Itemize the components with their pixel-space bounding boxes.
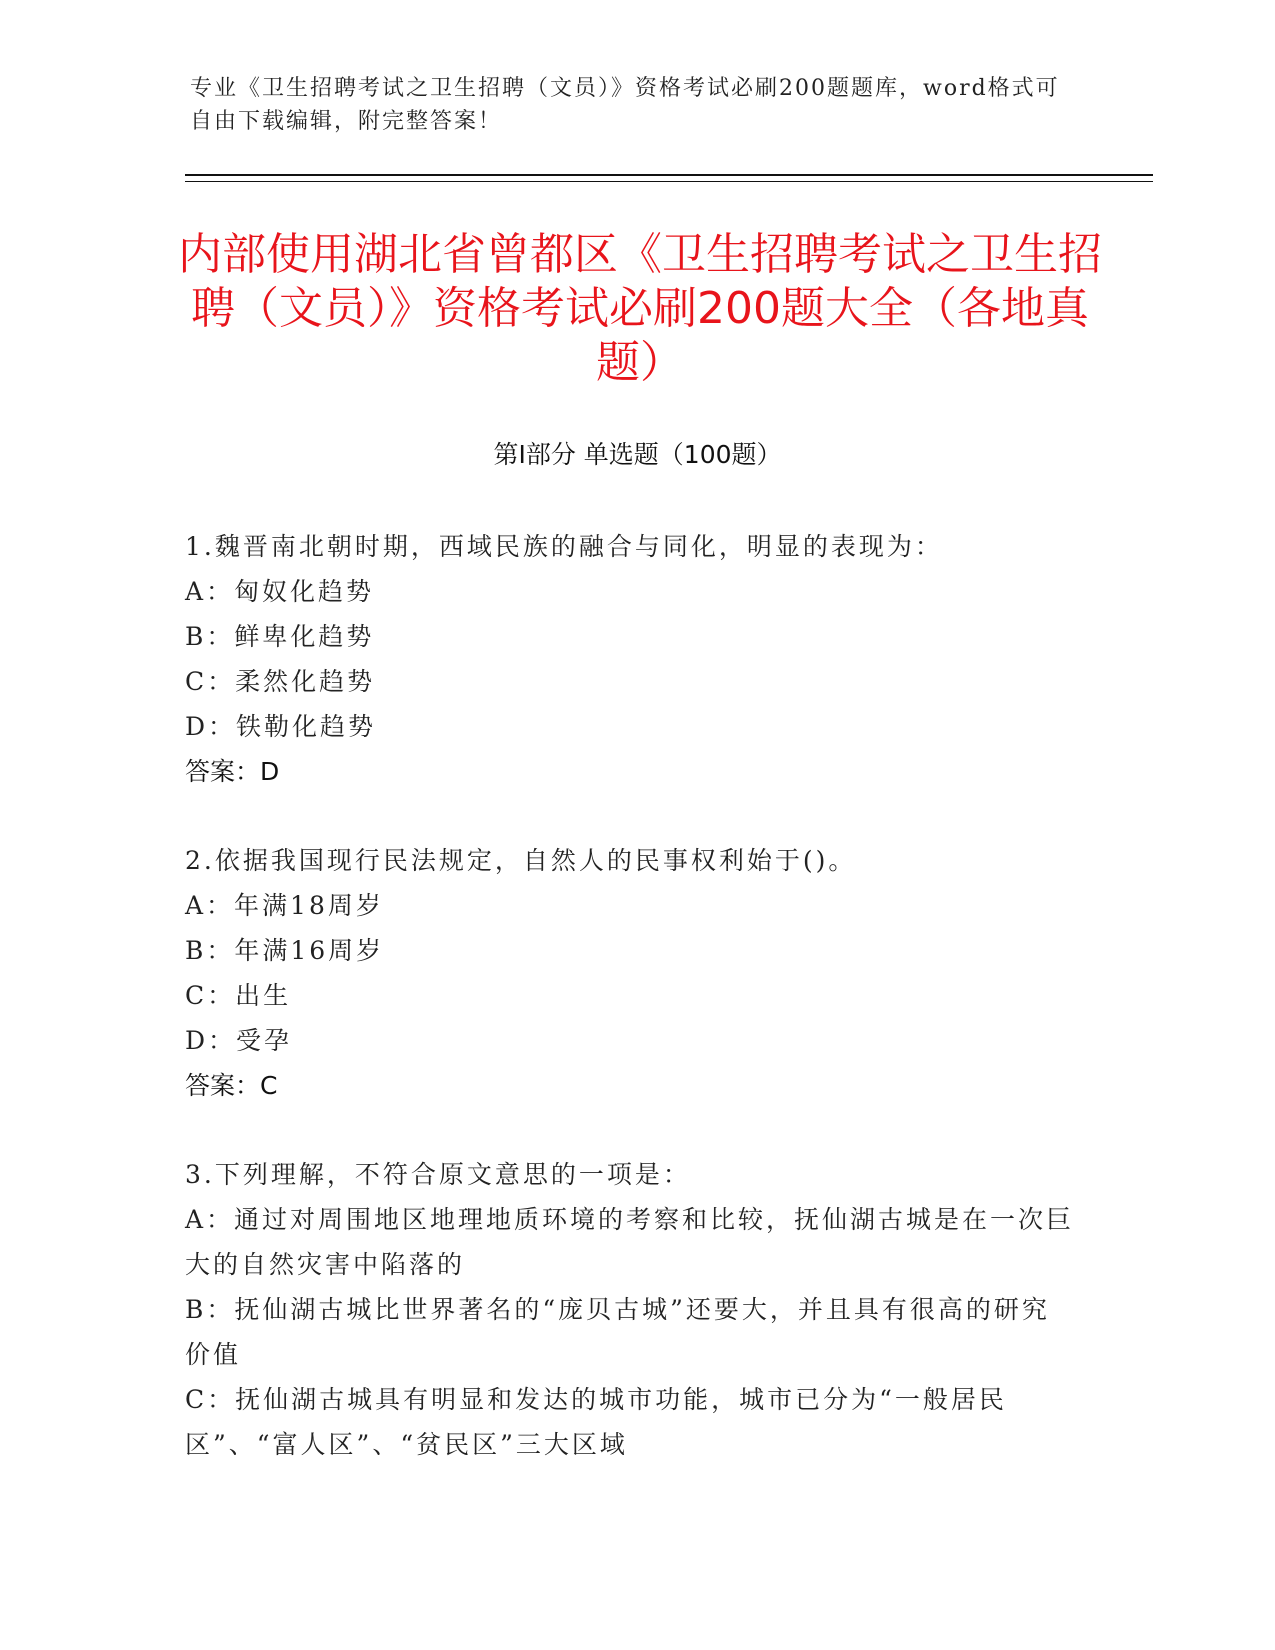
answer: 答案：C [185,1071,278,1100]
option-b: B：年满16周岁 [185,936,385,965]
option-c: C：柔然化趋势 [185,667,376,696]
question-stem: 3.下列理解，不符合原文意思的一项是： [185,1160,691,1189]
option-d: D：受孕 [185,1026,293,1055]
question-3 [185,1152,1075,1467]
option-a: A：通过对周围地区地理地质环境的考察和比较，抚仙湖古城是在一次巨大的自然灾害中陷落的 [185,1205,1075,1279]
question-2 [185,838,1075,1108]
option-c: C：出生 [185,981,292,1010]
question-stem: 1.魏晋南北朝时期，西域民族的融合与同化，明显的表现为： [185,532,943,561]
header-note: 专业《卫生招聘考试之卫生招聘（文员）》资格考试必刷200题题库，word格式可自由下载编辑，附完整答案！ [190,76,1060,134]
question-list [185,524,1075,1511]
option-a: A：年满18周岁 [185,891,384,920]
option-b: B：抚仙湖古城比世界著名的“庞贝古城”还要大，并且具有很高的研究价值 [185,1295,1050,1369]
option-c: C：抚仙湖古城具有明显和发达的城市功能，城市已分为“一般居民区”、“富人区”、“贫民区”三大区域 [185,1385,1007,1459]
header-divider-thin [185,181,1153,182]
option-b: B：鲜卑化趋势 [185,622,375,651]
header-divider-thick [185,174,1153,176]
option-a: A：匈奴化趋势 [185,577,375,606]
question-1 [185,524,1075,794]
answer: 答案：D [185,757,280,786]
question-stem: 2.依据我国现行民法规定，自然人的民事权利始于()。 [185,846,857,875]
document-title: 内部使用湖北省曾都区《卫生招聘考试之卫生招聘（文员）》资格考试必刷200题大全（各地真题） [178,229,1102,388]
section-title: 第Ⅰ部分 单选题（100题） [493,440,782,469]
option-d: D：铁勒化趋势 [185,712,377,741]
